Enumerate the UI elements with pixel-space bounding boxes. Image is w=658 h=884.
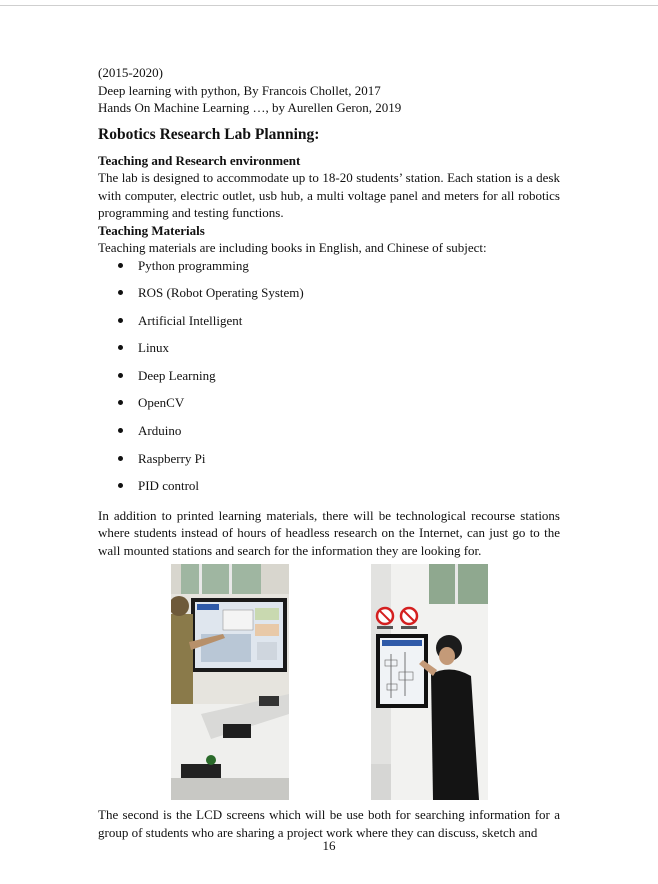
list-item: Arduino bbox=[98, 422, 560, 450]
list-item: Artificial Intelligent bbox=[98, 312, 560, 340]
photo-kiosk-illustration bbox=[371, 564, 488, 800]
page-top-border bbox=[0, 5, 658, 6]
lcd-paragraph: The second is the LCD screens which will be use both for searching information for a group of students who are sharing a project work where they can discuss, sketch and bbox=[98, 807, 560, 840]
section-title: Robotics Research Lab Planning: bbox=[98, 125, 320, 143]
photo-kiosk-station bbox=[371, 564, 488, 800]
photo-touchscreen-illustration bbox=[171, 564, 289, 800]
list-item: PID control bbox=[98, 477, 560, 505]
reference-line-2: Deep learning with python, By Francois Chollet, 2017 bbox=[98, 82, 381, 98]
subsection-title-environment: Teaching and Research environment bbox=[98, 152, 301, 168]
environment-paragraph: The lab is designed to accommodate up to 18-20 students’ station. Each station is a desk with computer, electric outlet, usb hub, a multi voltage panel and meters for all robotics programming and testing functions. bbox=[98, 170, 560, 220]
document-page bbox=[98, 64, 560, 841]
list-item: ROS (Robot Operating System) bbox=[98, 284, 560, 312]
page-number: 16 bbox=[322, 838, 336, 853]
list-item: Linux bbox=[98, 339, 560, 367]
materials-list bbox=[98, 257, 560, 505]
reference-line-3: Hands On Machine Learning …, by Aurellen Geron, 2019 bbox=[98, 100, 402, 115]
photo-touchscreen-demo bbox=[171, 564, 289, 800]
photo-row bbox=[98, 564, 560, 802]
list-item: OpenCV bbox=[98, 394, 560, 422]
list-item: Deep Learning bbox=[98, 367, 560, 395]
list-item: Python programming bbox=[98, 257, 560, 285]
stations-paragraph: In addition to printed learning materials, there will be technological recourse stations where students instead of hours of headless research on the Internet, can just go to the wall mounted stations and search for the information they are looking for. bbox=[98, 507, 560, 558]
list-item: Raspberry Pi bbox=[98, 450, 560, 478]
reference-line-1: (2015-2020) bbox=[98, 65, 163, 80]
materials-intro: Teaching materials are including books in English, and Chinese of subject: bbox=[98, 240, 487, 255]
subsection-title-materials: Teaching Materials bbox=[98, 222, 205, 238]
